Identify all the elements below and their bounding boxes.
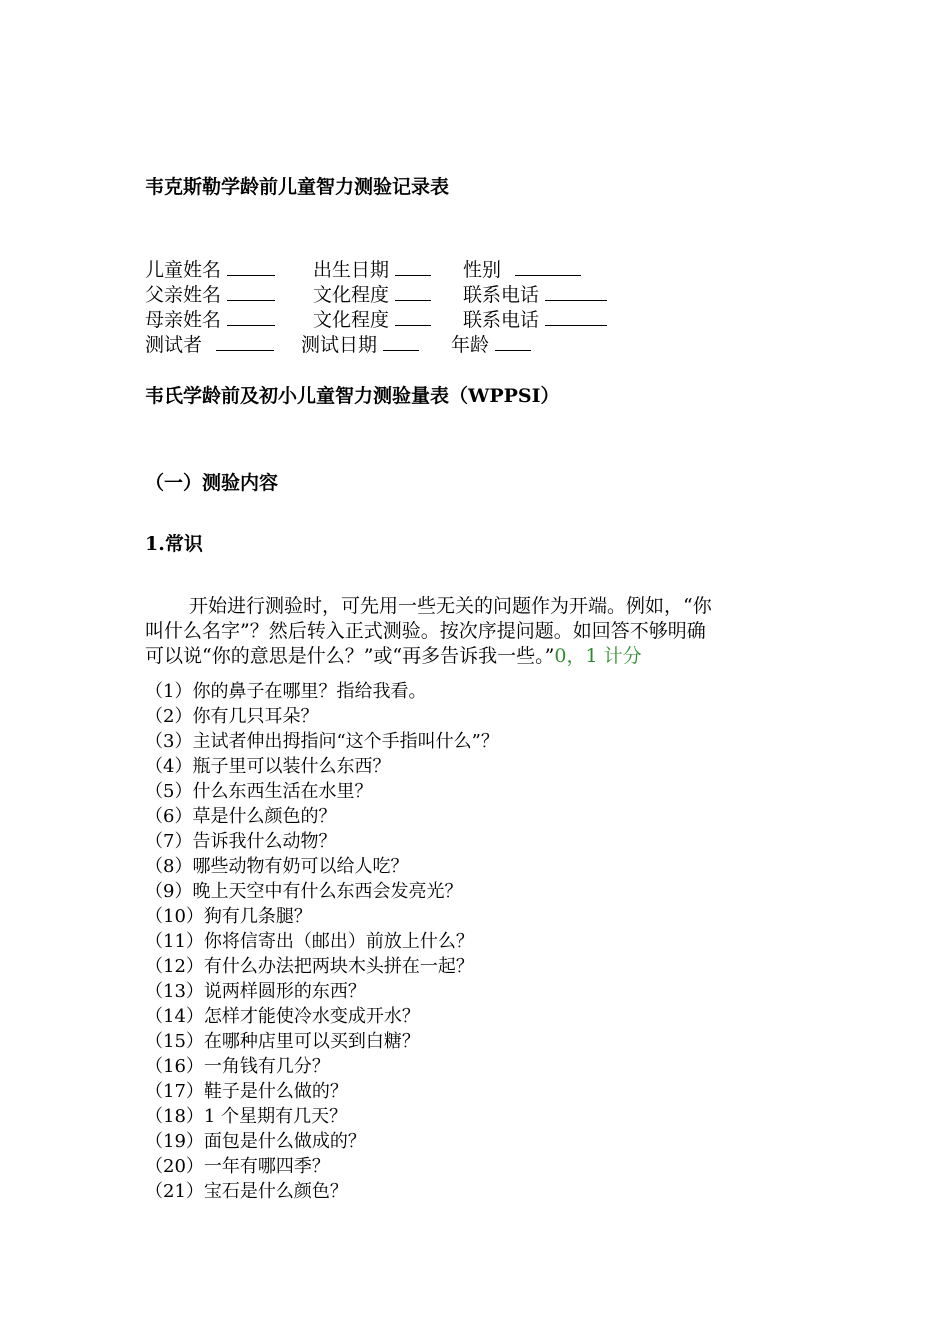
question-item: （4）瓶子里可以装什么东西？	[145, 756, 391, 777]
birth-date-blank[interactable]	[395, 257, 431, 276]
age-blank[interactable]	[495, 332, 531, 351]
father-phone-blank[interactable]	[545, 282, 607, 301]
question-list	[145, 679, 499, 1204]
question-item: （16）一角钱有几分？	[145, 1056, 330, 1077]
intro-line	[145, 644, 810, 669]
father-education-blank[interactable]	[395, 282, 431, 301]
question-item: （6）草是什么颜色的？	[145, 806, 337, 827]
mother-phone-field	[463, 307, 607, 333]
subsection-title: 1.常识	[145, 533, 203, 555]
gender-label: 性别	[463, 259, 502, 281]
question-item: （5）什么东西生活在水里？	[145, 781, 373, 802]
question-item: （15）在哪种店里可以买到白糖？	[145, 1031, 420, 1052]
question-item: （17）鞋子是什么做的？	[145, 1081, 348, 1102]
question-item: （12）有什么办法把两块木头拼在一起？	[145, 956, 474, 977]
birth-date-label: 出生日期	[313, 259, 390, 281]
father-education-label: 文化程度	[313, 284, 390, 306]
age-label: 年龄	[451, 334, 490, 356]
test-date-blank[interactable]	[383, 332, 419, 351]
question-item: （20）一年有哪四季？	[145, 1156, 330, 1177]
question-item: （18）1 个星期有几天？	[145, 1106, 348, 1127]
tester-label: 测试者	[145, 334, 203, 356]
mother-phone-label: 联系电话	[463, 309, 540, 331]
question-item: （2）你有几只耳朵？	[145, 706, 319, 727]
tester-field	[145, 332, 274, 358]
child-name-field	[145, 257, 275, 283]
test-date-field	[301, 332, 419, 358]
intro-paragraph	[145, 594, 810, 669]
mother-name-field	[145, 307, 275, 333]
mother-phone-blank[interactable]	[545, 307, 607, 326]
father-education-field	[313, 282, 431, 308]
mother-name-blank[interactable]	[227, 307, 275, 326]
question-item: （1）你的鼻子在哪里？指给我看。	[145, 681, 427, 702]
question-item: （3）主试者伸出拇指问“这个手指叫什么”？	[145, 731, 499, 752]
section-title: （一）测验内容	[145, 472, 279, 494]
question-item: （21）宝石是什么颜色？	[145, 1181, 348, 1202]
question-item: （11）你将信寄出（邮出）前放上什么？	[145, 931, 474, 952]
intro-line-text: 可以说“你的意思是什么？”或“再多告诉我一些。”	[145, 645, 555, 667]
question-item: （19）面包是什么做成的？	[145, 1131, 366, 1152]
father-name-blank[interactable]	[227, 282, 275, 301]
document-title: 韦克斯勒学龄前儿童智力测验记录表	[145, 176, 450, 198]
tester-blank[interactable]	[216, 332, 274, 351]
question-item: （8）哪些动物有奶可以给人吃？	[145, 856, 409, 877]
gender-field	[463, 257, 581, 283]
age-field	[451, 332, 531, 358]
father-name-label: 父亲姓名	[145, 284, 222, 306]
birth-date-field	[313, 257, 431, 283]
question-item: （14）怎样才能使冷水变成开水？	[145, 1006, 420, 1027]
mother-education-blank[interactable]	[395, 307, 431, 326]
question-item: （13）说两样圆形的东西？	[145, 981, 366, 1002]
intro-line: 开始进行测验时，可先用一些无关的问题作为开端。例如，“你	[189, 595, 712, 617]
scoring-note: 0，1 计分	[554, 645, 642, 667]
intro-line: 叫什么名字”？然后转入正式测验。按次序提问题。如回答不够明确	[145, 620, 706, 642]
father-phone-field	[463, 282, 607, 308]
mother-name-label: 母亲姓名	[145, 309, 222, 331]
test-date-label: 测试日期	[301, 334, 378, 356]
mother-education-label: 文化程度	[313, 309, 390, 331]
child-name-label: 儿童姓名	[145, 259, 222, 281]
father-name-field	[145, 282, 275, 308]
question-item: （9）晚上天空中有什么东西会发亮光？	[145, 881, 463, 902]
child-name-blank[interactable]	[227, 257, 275, 276]
gender-blank[interactable]	[515, 257, 581, 276]
mother-education-field	[313, 307, 431, 333]
father-phone-label: 联系电话	[463, 284, 540, 306]
scale-title: 韦氏学龄前及初小儿童智力测验量表（WPPSI）	[145, 385, 560, 407]
question-item: （7）告诉我什么动物？	[145, 831, 337, 852]
question-item: （10）狗有几条腿？	[145, 906, 312, 927]
